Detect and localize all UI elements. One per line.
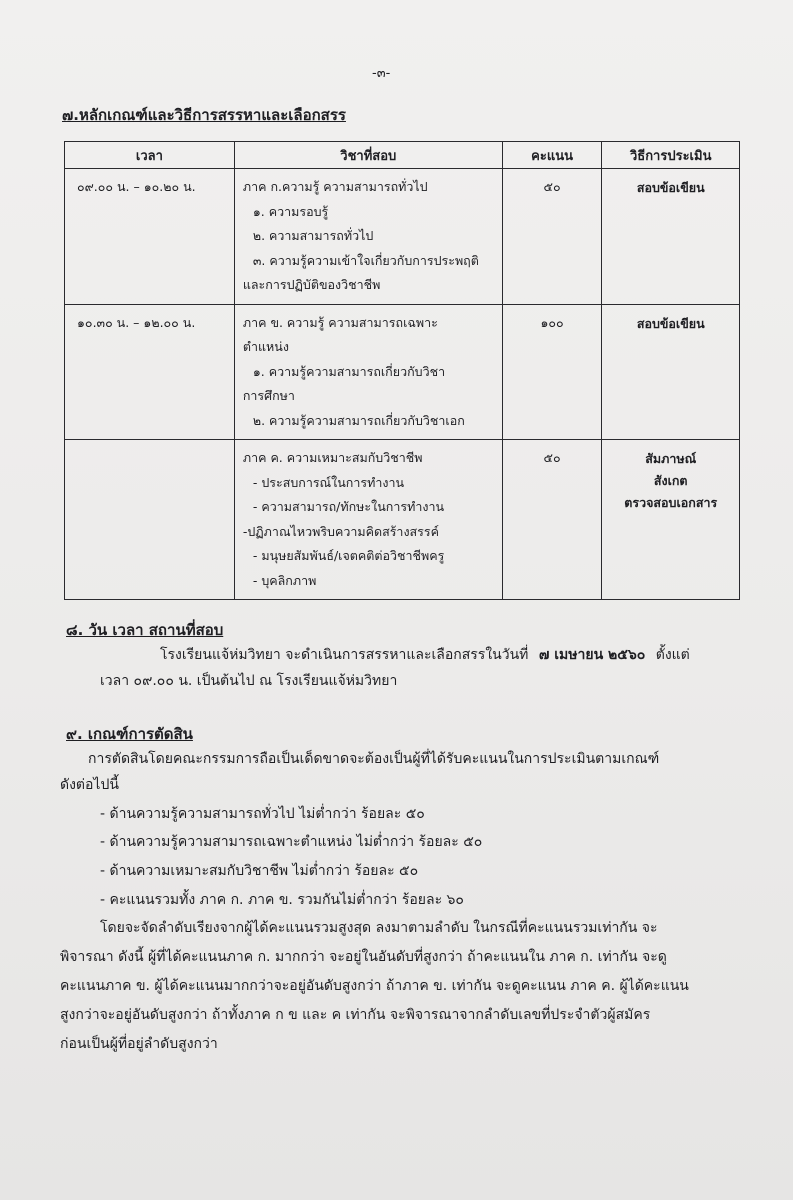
ranking-line: สูงกว่าจะอยู่อันดับสูงกว่า ถ้าทั้งภาค ก ข และ ค เท่ากัน จะพิจารณาจากลำดับเลขที่ประจำตัวผู้สมัคร (60, 1007, 651, 1023)
section7-title: ๗.หลักเกณฑ์และวิธีการสรรหาและเลือกสรร (62, 106, 346, 124)
row3-subject-line: - ประสบการณ์ในการทำงาน (252, 474, 405, 490)
section9-intro-line: ดังต่อไปนี้ (60, 777, 119, 793)
row3-subject-line: - ความสามารถ/ทักษะในการทำงาน (252, 499, 445, 514)
section8-line1-text: โรงเรียนแจ้ห่มวิทยา จะดำเนินการสรรหาและเลือกสรรในวันที่ (160, 647, 529, 663)
ranking-line: โดยจะจัดลำดับเรียงจากผู้ได้คะแนนรวมสูงสุด ลงมาตามลำดับ ในกรณีที่คะแนนรวมเท่ากัน จะ (100, 920, 658, 936)
header-method: วิธีการประเมิน (602, 142, 740, 169)
row3-method-line: ตรวจสอบเอกสาร (624, 495, 718, 510)
row1-score: ๕๐ (502, 169, 602, 305)
row2-subject-line: ตำแหน่ง (242, 339, 289, 354)
criterion-item: - ด้านความรู้ความสามารถทั่วไป ไม่ต่ำกว่า ร้อยละ ๕๐ (100, 806, 425, 822)
table-row (65, 440, 740, 600)
row2-subject-line: ๑. ความรู้ความสามารถเกี่ยวกับวิชา (252, 363, 446, 379)
exam-schedule-table (64, 141, 740, 600)
page-number: -๓- (372, 66, 391, 81)
row2-subject-line: ๒. ความรู้ความสามารถเกี่ยวกับวิชาเอก (252, 412, 465, 428)
section8-line1 (160, 644, 690, 666)
row2-score: ๑๐๐ (502, 304, 602, 440)
criterion-item: - คะแนนรวมทั้ง ภาค ก. ภาค ข. รวมกันไม่ต่ำกว่า ร้อยละ ๖๐ (100, 892, 464, 908)
row3-method-line: สังเกต (653, 473, 688, 488)
row1-subject (234, 169, 502, 305)
row1-subject-line: ภาค ก.ความรู้ ความสามารถทั่วไป (242, 179, 428, 194)
ranking-line: พิจารณา ดังนี้ ผู้ที่ได้คะแนนภาค ก. มากกว่า จะอยู่ในอันดับที่สูงกว่า ถ้าคะแนนใน ภาค ก. เท่ากัน จะดู (60, 949, 667, 965)
row3-subject-line: ภาค ค. ความเหมาะสมกับวิชาชีพ (242, 450, 423, 465)
row3-score: ๕๐ (502, 440, 602, 600)
section9-title: ๙. เกณฑ์การตัดสิน (66, 725, 193, 743)
row2-subject-line: ภาค ข. ความรู้ ความสามารถเฉพาะ (242, 314, 438, 330)
row3-method-line: สัมภาษณ์ (645, 451, 697, 466)
row2-method (602, 304, 740, 440)
row2-subject-line: การศึกษา (242, 388, 295, 403)
table-row (65, 304, 740, 440)
table-row (65, 169, 740, 305)
table-header-row (65, 142, 740, 169)
row1-subject-line: ๑. ความรอบรู้ (252, 203, 329, 219)
header-time: เวลา (65, 142, 235, 169)
ranking-line: คะแนนภาค ข. ผู้ได้คะแนนมากกว่าจะอยู่อันดับสูงกว่า ถ้าภาค ข. เท่ากัน จะดูคะแนน ภาค ค. ผู้ได้คะแนน (60, 978, 689, 994)
header-subject: วิชาที่สอบ (234, 142, 502, 169)
row2-time: ๑๐.๓๐ น. – ๑๒.๐๐ น. (65, 304, 235, 440)
section8-line1-tail: ตั้งแต่ (655, 647, 690, 663)
row1-subject-line: ๒. ความสามารถทั่วไป (252, 228, 374, 243)
criterion-item: - ด้านความเหมาะสมกับวิชาชีพ ไม่ต่ำกว่า ร้อยละ ๕๐ (100, 863, 419, 879)
row2-subject (234, 304, 502, 440)
ranking-line: ก่อนเป็นผู้ที่อยู่ลำดับสูงกว่า (60, 1036, 218, 1052)
row1-method-line: สอบข้อเขียน (636, 180, 705, 195)
row1-method (602, 169, 740, 305)
row1-subject-line: และการปฏิบัติของวิชาชีพ (242, 277, 381, 292)
exam-date: ๗ เมษายน ๒๕๖๐ (538, 647, 646, 663)
row3-subject-line: - มนุษยสัมพันธ์/เจตคติต่อวิชาชีพครู (252, 548, 445, 563)
row3-subject-line: -ปฏิภาณไหวพริบความคิดสร้างสรรค์ (242, 523, 439, 539)
section9-intro-line: การตัดสินโดยคณะกรรมการถือเป็นเด็ดขาดจะต้องเป็นผู้ที่ได้รับคะแนนในการประเมินตามเกณฑ์ (88, 751, 660, 767)
row3-method (602, 440, 740, 600)
row3-subject (234, 440, 502, 600)
criterion-item: - ด้านความรู้ความสามารถเฉพาะตำแหน่ง ไม่ต่ำกว่า ร้อยละ ๕๐ (100, 834, 483, 850)
row1-subject-line: ๓. ความรู้ความเข้าใจเกี่ยวกับการประพฤติ (252, 252, 479, 268)
row3-time (65, 440, 235, 600)
section8-title: ๘. วัน เวลา สถานที่สอบ (66, 621, 224, 639)
row3-subject-line: - บุคลิกภาพ (252, 572, 317, 588)
section8-line2: เวลา ๐๙.๐๐ น. เป็นต้นไป ณ โรงเรียนแจ้ห่มวิทยา (100, 673, 398, 689)
row1-time: ๐๙.๐๐ น. – ๑๐.๒๐ น. (65, 169, 235, 305)
row2-method-line: สอบข้อเขียน (636, 315, 705, 331)
header-score: คะแนน (502, 142, 602, 169)
